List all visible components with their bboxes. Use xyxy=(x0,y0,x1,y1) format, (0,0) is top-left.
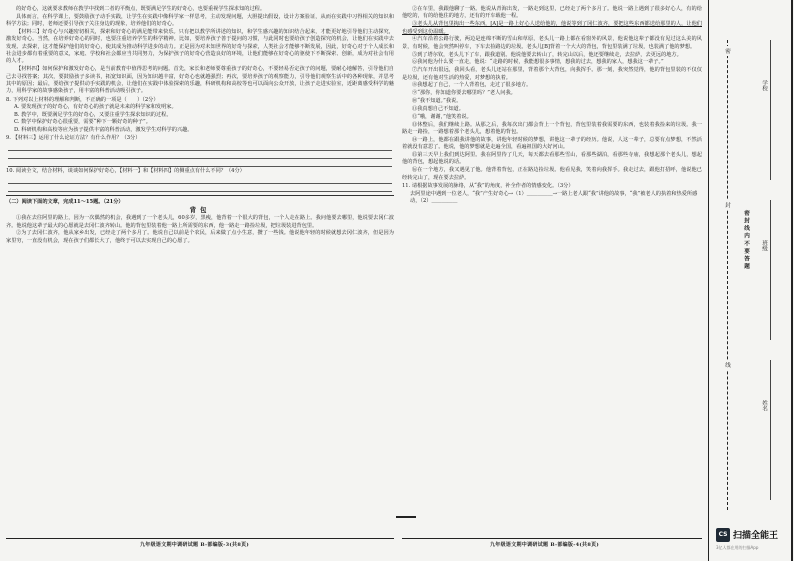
school-write-line[interactable] xyxy=(770,40,771,180)
story-paragraph: ⑤到了塔尔钦，老头儿下了车，跟我道别。他说他要去转山了，转完山以后，他还要继续走，去拉萨，去更远的地方。 xyxy=(412,51,682,58)
left-page xyxy=(6,6,394,246)
footer-rule-left xyxy=(6,538,394,539)
material-4: 【材料四】如何保护和激发好奇心，是当前教育中值得思考的问题。首先，家长和老师要尊重孩子的好奇心，不要轻易否定孩子的问题，要耐心地解答，引导他们自己去寻找答案；其次，要鼓励孩子多读书，拓宽知识面，因为知识越丰富，好奇心也就越强烈；再次，要培养孩子的观察能力，引导他们观察生活中的各种现象，并思考其中的原因；最后，要给孩子提供动手实践的机会，让他们在实践中体验探索的乐趣，科研机构和高校等也可以面向公众开放，让孩子走进实验室，近距离感受科学的魅力，用科学家的故事感染孩子，用丰富的科普活动吸引孩子。 xyxy=(6,66,394,95)
section-2-heading: （二）阅读下面的文章，完成11～15题。（21分） xyxy=(6,198,124,205)
story-paragraph-2: ②为了去冈仁波齐，他从家乡出发，已经走了两个多月了。他说自己以前是个农民，后来做了点小生意，攒了一些钱。他说他年轻的时候就想去冈仁波齐，但是因为家里穷，一直没有机会，现在孩子们都长大了，他终于可以去实现自己的心愿了。 xyxy=(6,230,394,244)
story-paragraph: ⑩“我不知道。”我说。 xyxy=(412,98,462,105)
story-paragraph-underlined-b: ④汽车沿着公路行驶，两边是连绵不断的雪山和草原，老头儿一路上都在看窗外的风景，他说他这辈子都没有见过这么美的风景，有时候，他会突然叫停车，下车去捡路边的垃圾。老头儿[B]背着一个大大的背包，背包里装满了垃圾，也装满了他的梦想。 xyxy=(402,36,702,50)
section-divider xyxy=(6,195,394,196)
story-paragraph: ⑧我想起了自己，一个人背着包，走过了很多地方。 xyxy=(412,82,532,89)
story-paragraph: ⑮第三天早上我们到达阿里。我在阿里待了几天，每天都去看那些雪山，看那些湖泊，看那些寺庙，我想起那个老头儿，想起他的背包，想起他说的话。 xyxy=(402,152,702,166)
paragraph-1: 的好奇心，这就要求教师在教学中找到二者的平衡点，既要满足学生的好奇心，也要重视学生探求知的过程。 xyxy=(16,6,266,12)
story-paragraph: ⑨“那你，你知道你要去哪里吗？”老人问我。 xyxy=(412,90,516,97)
page-edge-line xyxy=(791,0,793,561)
label-name: 姓名 xyxy=(761,400,767,412)
story-paragraph-1: ①我在去往阿里的路上，因为一次偶然的机会，我遇到了一个老头儿，60多岁，黑瘦，他背着一个很大的背包，一个人走在路上。我问他要去哪里，他说要去冈仁波齐。他说他这辈子最大的心愿就是去冈仁波齐转山。他的背包里装着他一路上所需要的东西，他一路走一路捡垃圾，把垃圾装进背包里。 xyxy=(6,215,394,229)
answer-line[interactable] xyxy=(8,151,392,159)
scanner-app-logo xyxy=(716,526,792,556)
q8-option-a: A. 要发现孩子的好奇心，有好奇心的孩子就是未来的科学家和发明家。 xyxy=(14,104,177,111)
label-class: 班级 xyxy=(761,240,767,252)
question-8: 8. 下列对以上材料的理解和判断，不正确的一项是（ ）（2分） xyxy=(6,97,159,104)
story-paragraph: ⑭一路上，他都在跟我讲他的故事，讲他年轻时候的梦想，讲他这一辈子的经历。他说，人这一辈子，总要有点梦想，不然活着就没有意思了。他说，他的梦想就是走遍全国，看遍祖国的大好河山。 xyxy=(402,136,702,151)
q8-option-b: B. 教学中，既要满足学生的好奇心，又要注重学生探求知识的过程。 xyxy=(14,111,172,118)
cs-logo-icon: CS xyxy=(716,528,730,542)
q8-option-c: C. 数学中保护好奇心很重要，需要“种下一颗好奇的种子”。 xyxy=(14,119,151,126)
answer-line[interactable] xyxy=(8,159,392,167)
footer-right: 九年级语文期中调研试题 B-部编版-4(共8页) xyxy=(490,542,600,548)
story-paragraph: ⑦汽车开出很远，我回头看，老头儿还站在那里，背着那个大背包，向我挥手。那一刻，我突然觉得，他的背包里装的不仅仅是垃圾，还有他对生活的热爱，对梦想的执着。 xyxy=(402,67,702,81)
seal-char-1: 密 xyxy=(724,48,730,54)
story-paragraph: ⑬休整后，我们继续上路。从那之后，我每次出门都会背上一个背包，背包里装着我需要的东西，也装着我捡来的垃圾。我一路走一路捡，一路想着那个老头儿，想着他的背包。 xyxy=(402,121,702,135)
material-3: 【材料三】好奇心与兴趣密切相关，探索和好奇心的满足能带来快乐。只有把以教学所讲述的知识，和学生感兴趣的知识结合起来，才能更好地引导他们主动探究，激发好奇心。当然，在培养好奇心的同时，也要注重培养学生的科学精神。比如，要培养孩子善于提问的习惯，与此同时也要给孩子创造探究的机会，让他们在实践中去发现、去探索，这才能保护他们的好奇心，使其成为推动科学进步的动力。正是因为对未知世界的好奇与探索，人类社会才能够不断发展，因此，好奇心对于个人成长和社会进步都有着重要的意义，家庭、学校和社会都应当共同努力，为保护孩子的好奇心营造良好的环境，让他们能够在好奇心的驱使下不断探索、创新，成为对社会有用的人才。 xyxy=(6,29,394,65)
paragraph-2: 具体而言，在科学课上，要鼓励孩子动手实践，让学生在实践中像科学家一样思考，主动发现问题，大胆提出假设，设计方案验证，从而在实践中习得相关的知识和科学方法；同时，老师还要引导孩子关注身边的现象，培养他们的好奇心。 xyxy=(6,13,394,28)
footer-rule-right xyxy=(402,538,702,539)
story-title: 背包 xyxy=(189,205,211,214)
question-11: 11. 请根据故事发展的脉络，从“我”的角度，补全作者的情感变化。（3分） xyxy=(402,183,574,190)
answer-line[interactable] xyxy=(8,184,392,192)
story-paragraph-underlined-a: ③老头儿从背包里掏出一些东西，[A]是一路上好心人送给他的，他说等到了冈仁波齐，要把这些东西都送给那里的人，让他们也感受到这份温暖。 xyxy=(402,21,702,35)
seal-char-2: 封 xyxy=(724,202,730,208)
story-paragraph: ⑫“哦，谢谢，”他笑着说。 xyxy=(412,113,472,120)
right-page xyxy=(402,6,702,205)
seal-char-3: 线 xyxy=(724,362,730,368)
logo-app-name: 扫描全能王 xyxy=(733,531,779,541)
q8-option-d: D. 科研机构和高校等应为孩子提供丰富的科普活动，激发学生对科学的兴趣。 xyxy=(14,126,193,133)
question-9: 9. 【材料三】运用了什么论证方法？有什么作用？（3分） xyxy=(6,135,141,142)
answer-line[interactable] xyxy=(8,143,392,151)
question-11-blank[interactable]: 去阿里途中遇到一位老人，“我”产生好奇心→（1）＿＿＿＿＿→一路上老人跟“我”讲他的故事，“我”被老人的执着和热爱所感动，（2）＿＿＿＿＿ xyxy=(410,190,698,205)
footer-left: 九年级语文期中调研试题 B-部编版-3(共8页) xyxy=(140,542,250,548)
question-10: 10. 阅读全文，结合材料，谈谈如何保护好奇心，【材料一】和【材料四】的侧重点有什么不同？（4分） xyxy=(6,168,245,175)
story-paragraph: ⑪我真想自己不知道。 xyxy=(412,105,464,112)
logo-tagline: 3亿人都在用的扫描App xyxy=(716,545,759,550)
story-paragraph: ②在车里，我跟他聊了一路。他说从青海出发，一路走到这里，已经走了两个多月了。他说一路上遇到了很多好心人，有的给他吃的，有的给他住的地方，还有的开车载他一程。 xyxy=(402,6,702,20)
center-fold-mark xyxy=(396,516,416,518)
seal-dashed-line xyxy=(727,40,728,510)
story-paragraph: ⑥我问他为什么要一直走，他说：“走路的时候，我能想很多事情，想我的过去，想我的家人，想我这一辈子。” xyxy=(412,59,664,66)
name-write-line[interactable] xyxy=(770,360,771,500)
answer-line[interactable] xyxy=(8,176,392,184)
class-write-line[interactable] xyxy=(770,200,771,340)
seal-warning: 密封线内不要答题 xyxy=(743,210,749,271)
binding-border-line xyxy=(708,0,709,561)
story-paragraph: ⑯在一个地方，我又遇见了他。他背着背包，正在路边捡垃圾。他看见我，笑着向我挥手。我走过去，跟他打招呼，他说他已经转完山了，现在要去拉萨。 xyxy=(402,167,702,181)
label-school: 学校 xyxy=(761,80,767,92)
